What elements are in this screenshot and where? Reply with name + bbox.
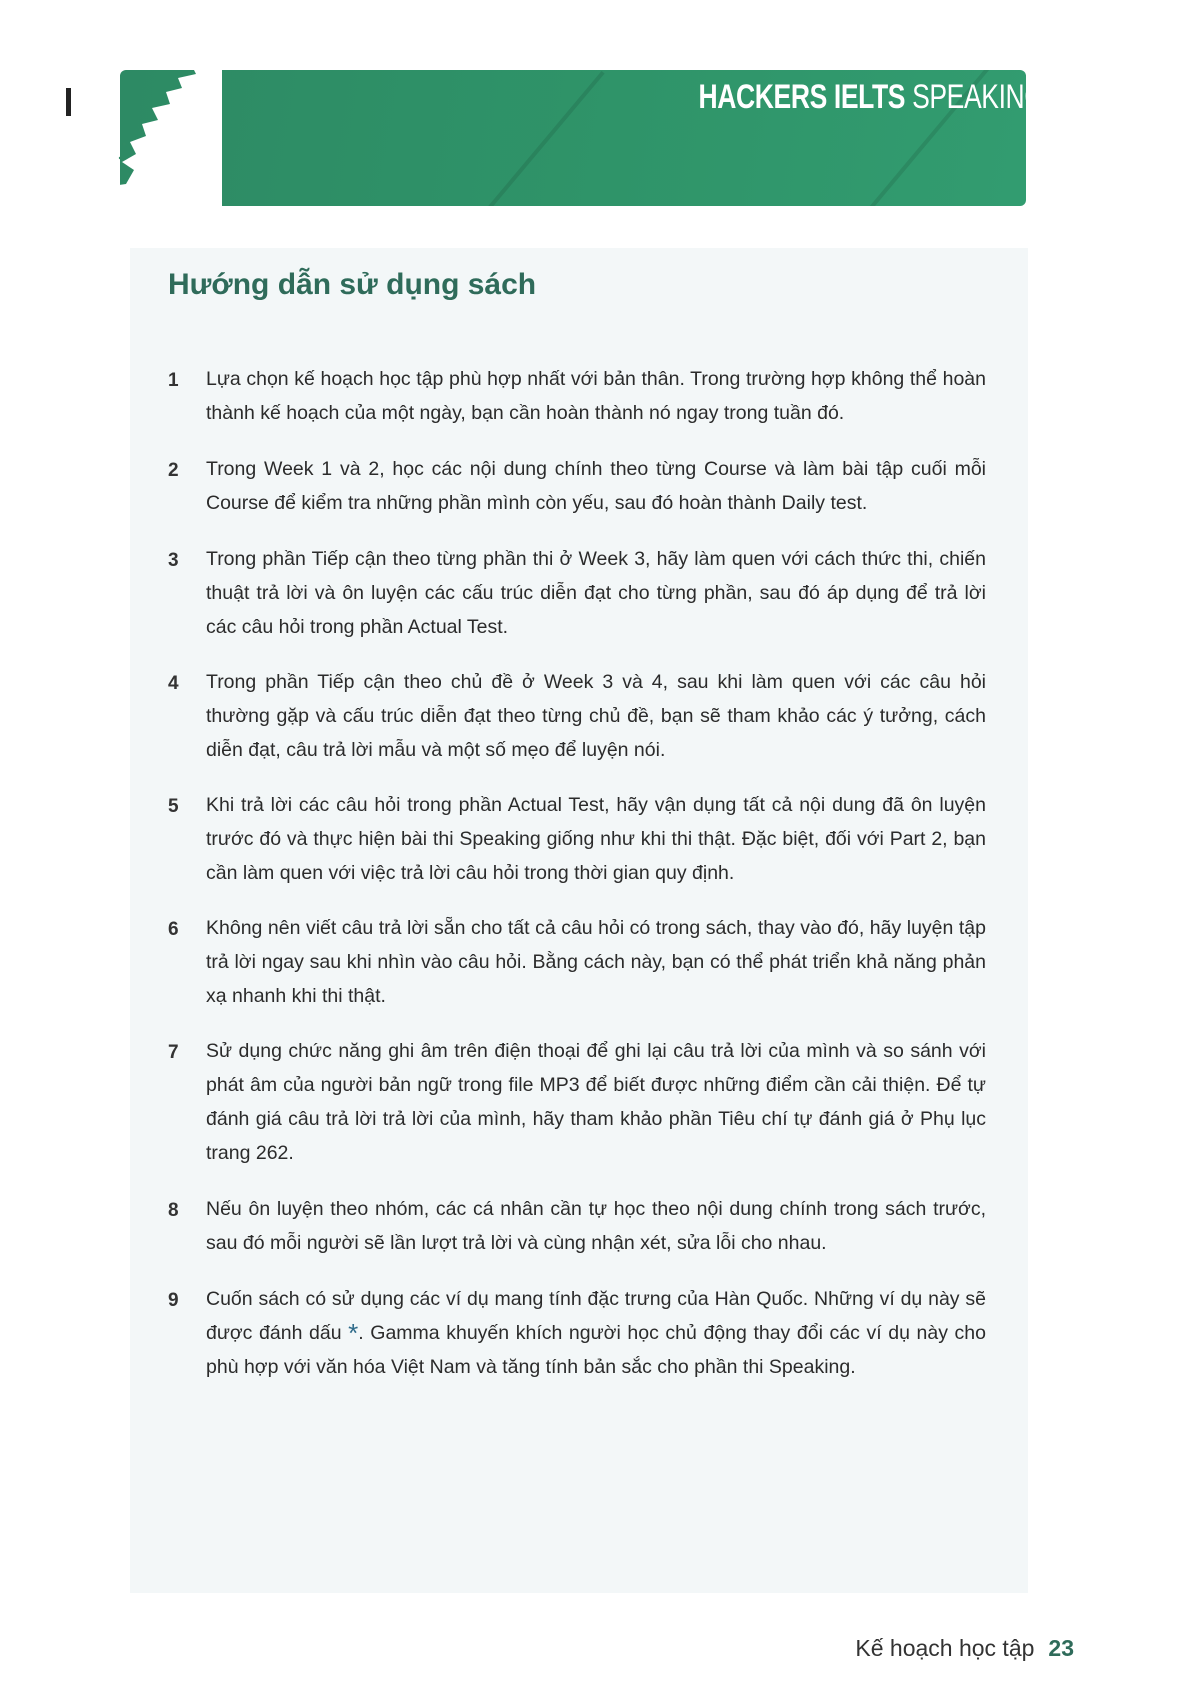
item-text-part: . Gamma khuyến khích người học chủ động thay đổi các ví dụ này cho phù hợp với văn hóa Việt Nam và tăng tính bản sắc cho phần thi Speaking. — [206, 1322, 987, 1378]
margin-mark — [66, 88, 71, 116]
item-text: Trong phần Tiếp cận theo chủ đề ở Week 3 và 4, sau khi làm quen với các câu hỏi thường gặp và cấu trúc diễn đạt theo từng chủ đề, bạn sẽ tham khảo các ý tưởng, cách diễn đạt, câu trả lời mẫu và một số mẹo để luyện nói. — [206, 671, 986, 761]
item-number: 1 — [168, 370, 179, 391]
item-text: Trong Week 1 và 2, học các nội dung chính theo từng Course và làm bài tập cuối mỗi Course để kiểm tra những phần mình còn yếu, sau đó hoàn thành Daily test. — [206, 458, 986, 514]
item-number: 9 — [168, 1290, 179, 1311]
item-number: 8 — [168, 1200, 179, 1221]
star-marker-icon: * — [348, 1318, 359, 1348]
item-number: 4 — [168, 673, 179, 694]
item-number: 2 — [168, 460, 179, 481]
item-number: 7 — [168, 1042, 179, 1063]
header-brand — [698, 78, 1129, 117]
item-number: 6 — [168, 919, 179, 940]
page-number: 23 — [1048, 1635, 1074, 1661]
item-text — [206, 1282, 986, 1384]
item-text: Sử dụng chức năng ghi âm trên điện thoại để ghi lại câu trả lời của mình và so sánh với phát âm của người bản ngữ trong file MP3 để biết được những điểm cần cải thiện. Để tự đánh giá câu trả lời trả lời của mình, hãy tham khảo phần Tiêu chí tự đánh giá ở Phụ lục trang 262. — [206, 1040, 986, 1164]
item-text: Trong phần Tiếp cận theo từng phần thi ở Week 3, hãy làm quen với cách thức thi, chiến thuật trả lời và ôn luyện các cấu trúc diễn đạt cho từng phần, sau đó áp dụng để trả lời các câu hỏi trong phần Actual Test. — [206, 548, 986, 638]
footer-section: Kế hoạch học tập — [855, 1635, 1035, 1661]
item-number: 3 — [168, 550, 179, 571]
brand-rest: SPEAKING BASIC — [911, 78, 1129, 116]
item-text: Lựa chọn kế hoạch học tập phù hợp nhất với bản thân. Trong trường hợp không thể hoàn thành kế hoạch của một ngày, bạn cần hoàn thành nó ngay trong tuần đó. — [206, 368, 986, 424]
item-text-part: Cuốn sách có sử dụng các ví dụ mang tính đặc trưng của Hàn Quốc. Những ví dụ này sẽ được đánh dấu — [206, 1288, 986, 1344]
page-footer — [855, 1635, 1074, 1662]
item-text: Khi trả lời các câu hỏi trong phần Actual Test, hãy vận dụng tất cả nội dung đã ôn luyện trước đó và thực hiện bài thi Speaking giống như khi thi thật. Đặc biệt, đối với Part 2, bạn cần làm quen với việc trả lời câu hỏi trong thời gian quy định. — [206, 794, 986, 884]
page-title: Hướng dẫn sử dụng sách — [168, 268, 537, 301]
item-text: Không nên viết câu trả lời sẵn cho tất cả câu hỏi có trong sách, thay vào đó, hãy luyện tập trả lời ngay sau khi nhìn vào câu hỏi. Bằng cách này, bạn có thể phát triển khả năng phản xạ nhanh khi thi thật. — [206, 917, 986, 1007]
item-number: 5 — [168, 796, 179, 817]
item-text: Nếu ôn luyện theo nhóm, các cá nhân cần tự học theo nội dung chính trong sách trước, sau đó mỗi người sẽ lần lượt trả lời và cùng nhận xét, sửa lỗi cho nhau. — [206, 1198, 986, 1254]
brand-bold: HACKERS IELTS — [698, 78, 905, 116]
